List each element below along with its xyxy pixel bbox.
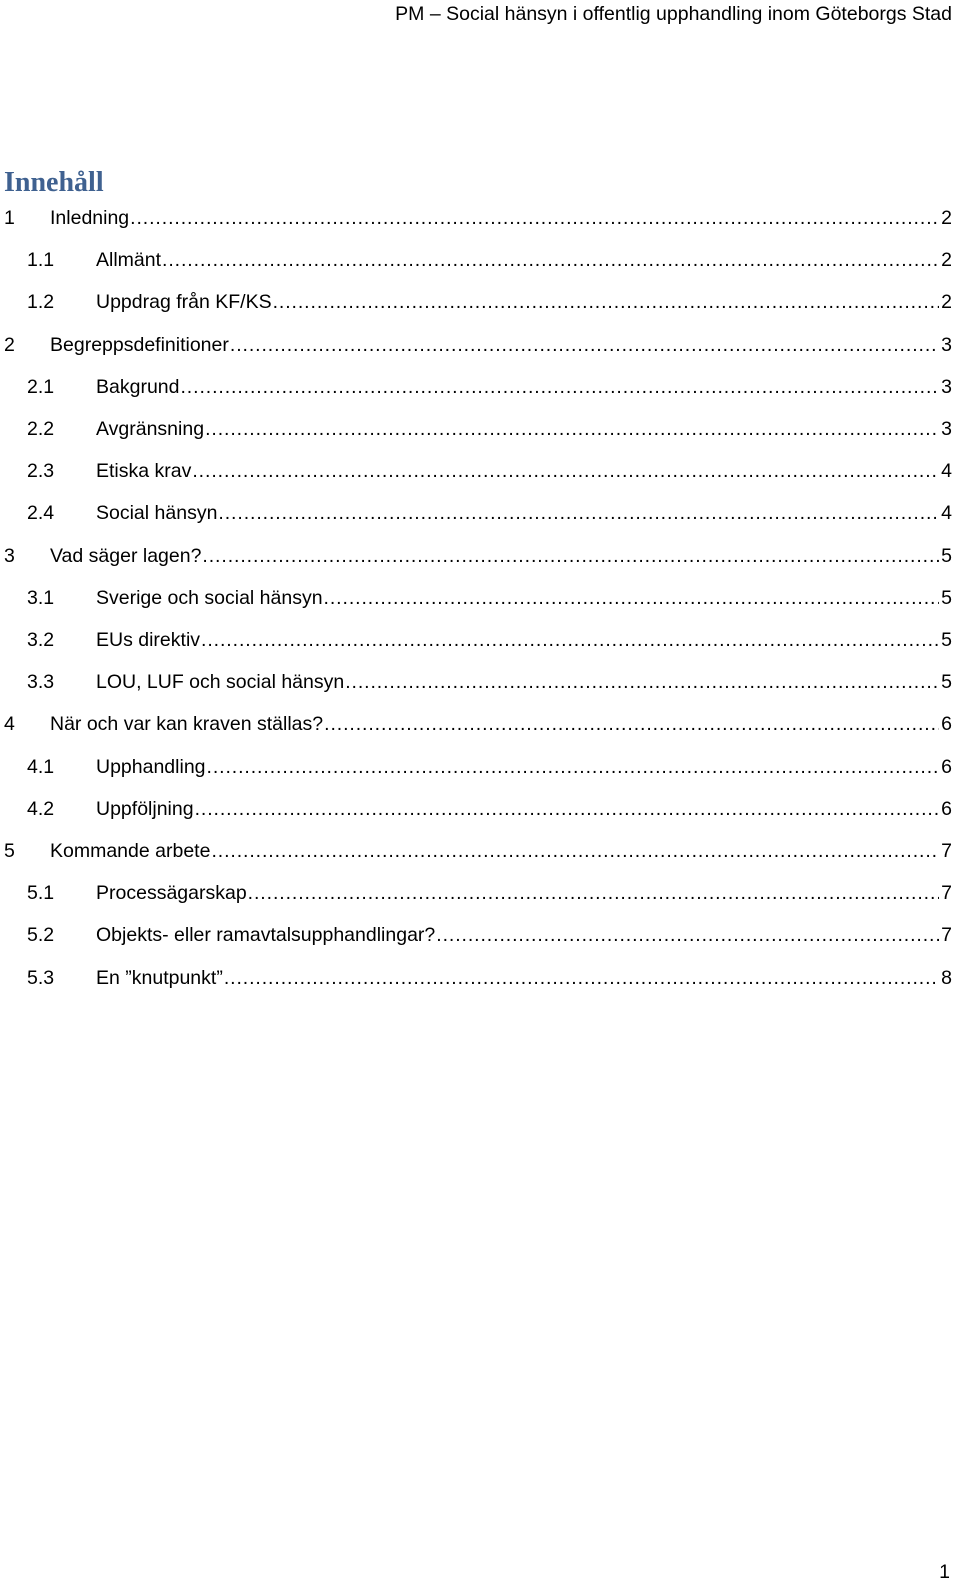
toc-entry-title: Inledning xyxy=(50,207,130,229)
toc-entry-number: 1.1 xyxy=(27,249,55,272)
toc-entry-number: 5 xyxy=(4,840,15,862)
toc-entry-title: Begreppsdefinitioner xyxy=(50,333,229,356)
toc-entry-number: 2.1 xyxy=(27,375,55,398)
toc-dot-leader xyxy=(162,248,939,272)
toc-entry[interactable] xyxy=(0,459,960,483)
toc-entry-number: 3.3 xyxy=(27,671,55,694)
toc-dot-leader xyxy=(218,501,939,525)
toc-entry-title: Etiska krav xyxy=(96,460,192,483)
toc-dot-leader xyxy=(224,966,939,990)
toc-entry-number: 2 xyxy=(4,333,15,356)
toc-entry-page: 2 xyxy=(941,249,952,272)
toc-entry[interactable] xyxy=(0,881,960,905)
toc-entry-title: LOU, LUF och social hänsyn xyxy=(96,671,345,694)
toc-entry-number: 4.2 xyxy=(27,797,55,820)
toc-entry-title: Uppföljning xyxy=(96,797,194,820)
toc-entry-page: 5 xyxy=(941,586,952,609)
toc-entry-page: 3 xyxy=(941,418,952,440)
toc-entry-title: Allmänt xyxy=(96,249,162,272)
toc-dot-leader xyxy=(205,417,939,441)
toc-entry-page: 4 xyxy=(941,460,952,483)
toc-entry-line xyxy=(96,248,952,272)
toc-entry[interactable] xyxy=(0,586,960,610)
toc-entry-page: 4 xyxy=(941,502,952,525)
toc-entry-number: 1.2 xyxy=(27,291,55,314)
toc-entry[interactable] xyxy=(0,248,960,272)
toc-entry-title: Processägarskap xyxy=(96,882,247,905)
toc-entry[interactable] xyxy=(0,375,960,399)
toc-entry-line xyxy=(96,586,952,610)
toc-entry-title: Vad säger lagen? xyxy=(50,544,202,567)
toc-entry-page: 6 xyxy=(941,755,952,778)
toc-entry[interactable] xyxy=(0,290,960,314)
toc-entry-title: Objekts- eller ramavtalsupphandlingar? xyxy=(96,924,436,947)
toc-dot-leader xyxy=(345,670,939,694)
toc-entry[interactable] xyxy=(0,923,960,947)
toc-dot-leader xyxy=(180,375,939,399)
toc-entry-line xyxy=(96,923,952,947)
toc-entry-page: 2 xyxy=(941,291,952,314)
toc-entry[interactable] xyxy=(0,966,960,990)
toc-entry-page: 5 xyxy=(941,544,952,567)
toc-entry-number: 4.1 xyxy=(27,755,55,778)
toc-entry[interactable] xyxy=(0,333,960,357)
page-number: 1 xyxy=(939,1561,950,1583)
toc-dot-leader xyxy=(248,881,939,905)
toc-entry-page: 7 xyxy=(941,882,952,905)
toc-dot-leader xyxy=(230,333,939,357)
toc-dot-leader xyxy=(195,797,940,821)
toc-entry-page: 5 xyxy=(941,629,952,651)
toc-entry-page: 6 xyxy=(941,797,952,820)
toc-entry-line xyxy=(96,417,952,441)
page-header: PM – Social hänsyn i offentlig upphandling inom Göteborgs Stad xyxy=(395,3,952,25)
toc-entry[interactable] xyxy=(0,628,960,652)
toc-dot-leader xyxy=(192,459,939,483)
toc-entry-line xyxy=(96,966,952,990)
toc-dot-leader xyxy=(202,544,939,568)
toc-entry-number: 4 xyxy=(4,713,15,736)
toc-entry-line xyxy=(50,839,952,863)
toc-entry-page: 5 xyxy=(941,671,952,694)
toc-entry-line xyxy=(96,670,952,694)
toc-entry-page: 6 xyxy=(941,713,952,736)
toc-entry-title: Kommande arbete xyxy=(50,840,211,862)
toc-entry-line xyxy=(96,501,952,525)
toc-dot-leader xyxy=(201,628,939,652)
toc-entry-line xyxy=(96,375,952,399)
toc-entry[interactable] xyxy=(0,417,960,441)
toc-entry[interactable] xyxy=(0,501,960,525)
toc-entry-page: 3 xyxy=(941,333,952,356)
toc-dot-leader xyxy=(324,712,939,736)
toc-entry-number: 3.2 xyxy=(27,629,55,651)
toc-dot-leader xyxy=(207,755,940,779)
toc-entry-number: 1 xyxy=(4,207,15,229)
toc-dot-leader xyxy=(273,290,940,314)
toc-entry-line xyxy=(50,544,952,568)
toc-entry-page: 3 xyxy=(941,375,952,398)
toc-heading: Innehåll xyxy=(4,167,104,198)
toc-entry-title: EUs direktiv xyxy=(96,629,201,651)
toc-entry-line xyxy=(96,797,952,821)
toc-entry-title: Avgränsning xyxy=(96,418,205,440)
toc-entry-number: 3 xyxy=(4,544,15,567)
toc-entry-line xyxy=(96,755,952,779)
toc-entry-number: 2.2 xyxy=(27,418,55,440)
toc-entry-number: 2.4 xyxy=(27,502,55,525)
toc-entry-title: Upphandling xyxy=(96,755,206,778)
toc-entry[interactable] xyxy=(0,206,960,230)
toc-entry[interactable] xyxy=(0,544,960,568)
toc-entry-line xyxy=(96,881,952,905)
toc-entry-number: 5.3 xyxy=(27,966,55,989)
toc-entry-number: 2.3 xyxy=(27,460,55,483)
toc-entry-title: En ”knutpunkt” xyxy=(96,966,223,989)
toc-dot-leader xyxy=(324,586,940,610)
toc-dot-leader xyxy=(211,839,939,863)
toc-entry[interactable] xyxy=(0,839,960,863)
toc-dot-leader xyxy=(436,923,939,947)
toc-entry-line xyxy=(96,290,952,314)
toc-entry-page: 7 xyxy=(941,840,952,862)
toc-entry-line xyxy=(50,333,952,357)
toc-entry[interactable] xyxy=(0,712,960,736)
toc-entry-title: Bakgrund xyxy=(96,375,180,398)
toc-entry-title: Uppdrag från KF/KS xyxy=(96,291,272,314)
toc-entry-line xyxy=(96,459,952,483)
toc-entry-line xyxy=(50,206,952,230)
toc-entry-number: 5.1 xyxy=(27,882,55,905)
toc-entry-page: 2 xyxy=(941,207,952,229)
toc-entry-line xyxy=(50,712,952,736)
toc-entry-number: 3.1 xyxy=(27,586,55,609)
toc-entry[interactable] xyxy=(0,755,960,779)
toc-entry-number: 5.2 xyxy=(27,924,55,947)
toc-entry-title: Sverige och social hänsyn xyxy=(96,586,323,609)
toc-entry-page: 7 xyxy=(941,924,952,947)
toc-entry[interactable] xyxy=(0,670,960,694)
toc-entry-page: 8 xyxy=(941,966,952,989)
toc-dot-leader xyxy=(130,206,939,230)
toc-entry-title: Social hänsyn xyxy=(96,502,218,525)
toc-entry-line xyxy=(96,628,952,652)
toc-entry-title: När och var kan kraven ställas? xyxy=(50,713,324,736)
toc-entry[interactable] xyxy=(0,797,960,821)
